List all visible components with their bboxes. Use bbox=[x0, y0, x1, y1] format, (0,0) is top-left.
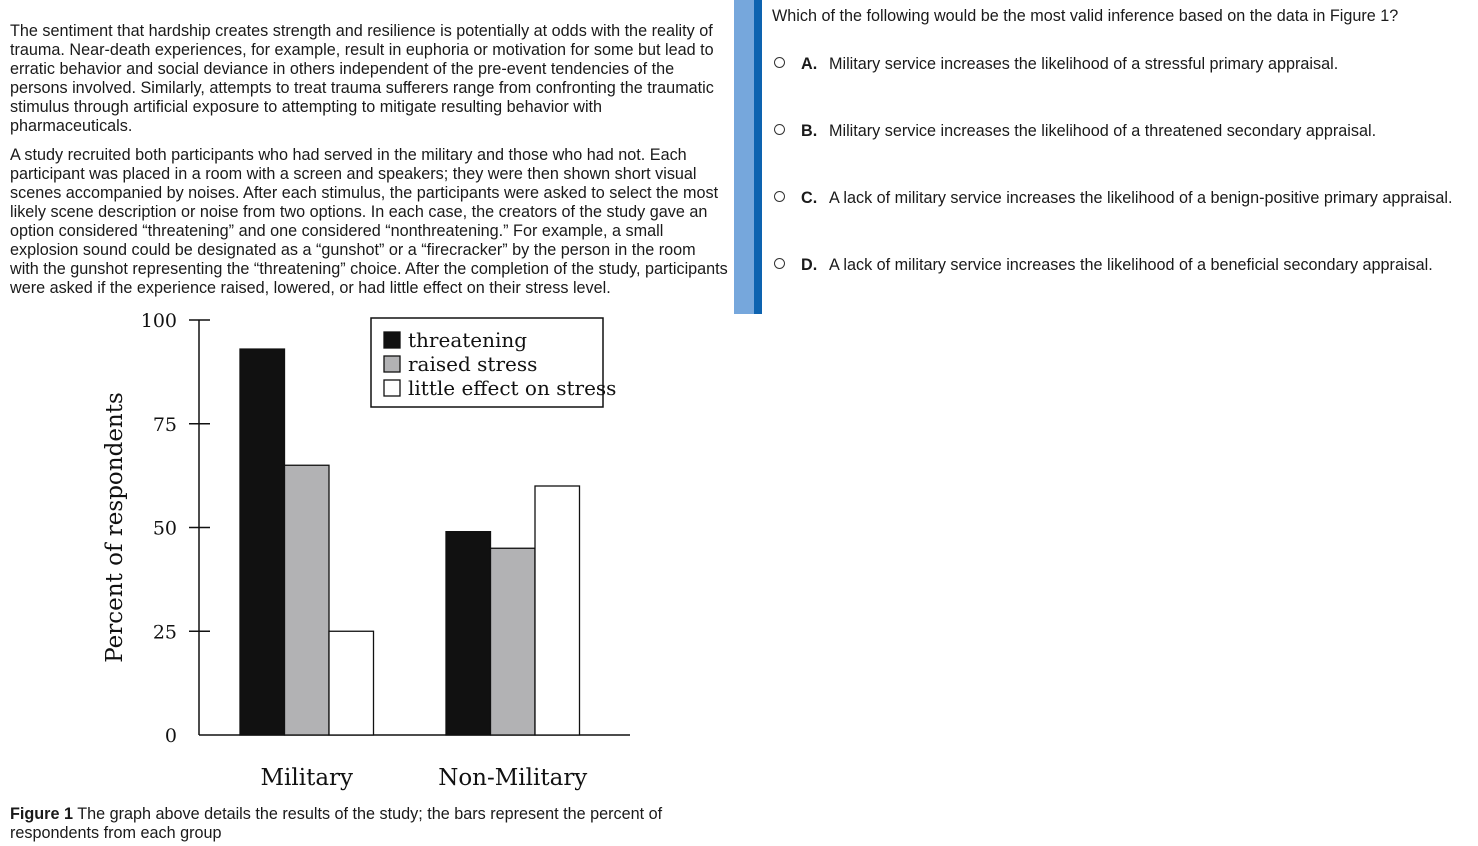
x-category-label: Military bbox=[260, 765, 354, 791]
y-tick-label: 0 bbox=[164, 725, 177, 747]
x-category-label: Non-Military bbox=[438, 765, 588, 791]
figure-caption-text: The graph above details the results of the study; the bars represent the percent of respondents from each group bbox=[10, 805, 663, 842]
panel-divider[interactable] bbox=[734, 0, 762, 314]
legend-swatch bbox=[384, 356, 400, 372]
figure-caption bbox=[10, 805, 710, 843]
y-tick-label: 25 bbox=[152, 621, 177, 644]
option-letter: B. bbox=[801, 122, 818, 140]
question-stem: Which of the following would be the most valid inference based on the data in Figure 1? bbox=[772, 7, 1399, 25]
legend-label: raised stress bbox=[408, 352, 538, 376]
bar-non-military-threatening bbox=[446, 532, 491, 735]
option-letter: C. bbox=[801, 189, 818, 207]
radio-button-b[interactable] bbox=[774, 124, 785, 135]
radio-button-a[interactable] bbox=[774, 57, 785, 68]
y-axis-label: Percent of respondents bbox=[102, 392, 128, 663]
legend-label: little effect on stress bbox=[408, 376, 617, 400]
bar-non-military-little-effect-on-stress bbox=[535, 486, 580, 735]
option-letter: A. bbox=[801, 55, 818, 73]
option-text: A lack of military service increases the likelihood of a beneficial secondary appraisal. bbox=[829, 256, 1433, 274]
legend-swatch bbox=[384, 332, 400, 348]
legend-label: threatening bbox=[408, 328, 528, 352]
option-text: Military service increases the likelihood of a threatened secondary appraisal. bbox=[829, 122, 1377, 140]
option-text: Military service increases the likelihood of a stressful primary appraisal. bbox=[829, 55, 1339, 73]
y-tick-label: 75 bbox=[152, 413, 177, 436]
y-tick-label: 50 bbox=[152, 517, 177, 540]
radio-button-d[interactable] bbox=[774, 258, 785, 269]
passage bbox=[10, 22, 728, 308]
radio-button-c[interactable] bbox=[774, 191, 785, 202]
figure-label: Figure 1 bbox=[10, 805, 73, 823]
figure-1-bar-chart bbox=[90, 306, 650, 796]
option-text: A lack of military service increases the likelihood of a benign-positive primary appraisal. bbox=[829, 189, 1453, 207]
passage-paragraph-2: A study recruited both participants who had served in the military and those who had not. Each participant was placed in a room with a screen and speakers; they were then shown short visual scenes accompanied by noises. After each stimulus, the participants were asked to select the most likely scene description or noise from two options. In each case, the creators of the study gave an option considered “threatening” and one considered “nonthreatening.” For example, a small explosion sound could be designated as a “gunshot” or a “firecracker” by the person in the room with the gunshot representing the “threatening” choice. After the completion of the study, participants were asked if the experience raised, lowered, or had little effect on their stress level. bbox=[10, 146, 728, 297]
bar-military-raised-stress bbox=[285, 465, 330, 735]
question-panel bbox=[772, 6, 1472, 274]
passage-paragraph-1: The sentiment that hardship creates strength and resilience is potentially at odds with the reality of trauma. Near-death experiences, for example, result in euphoria or motivation for some but lead to erratic behavior and social deviance in others independent of the pre-event tendencies of the persons involved. Similarly, attempts to treat trauma sufferers range from confronting the traumatic stimulus through artificial exposure to attempting to mitigate resulting behavior with pharmaceuticals. bbox=[10, 22, 714, 135]
y-tick-label: 100 bbox=[140, 310, 177, 332]
bar-military-little-effect-on-stress bbox=[329, 631, 374, 735]
bar-non-military-raised-stress bbox=[491, 548, 536, 735]
bar-military-threatening bbox=[240, 349, 285, 735]
option-letter: D. bbox=[801, 256, 818, 274]
legend-swatch bbox=[384, 380, 400, 396]
